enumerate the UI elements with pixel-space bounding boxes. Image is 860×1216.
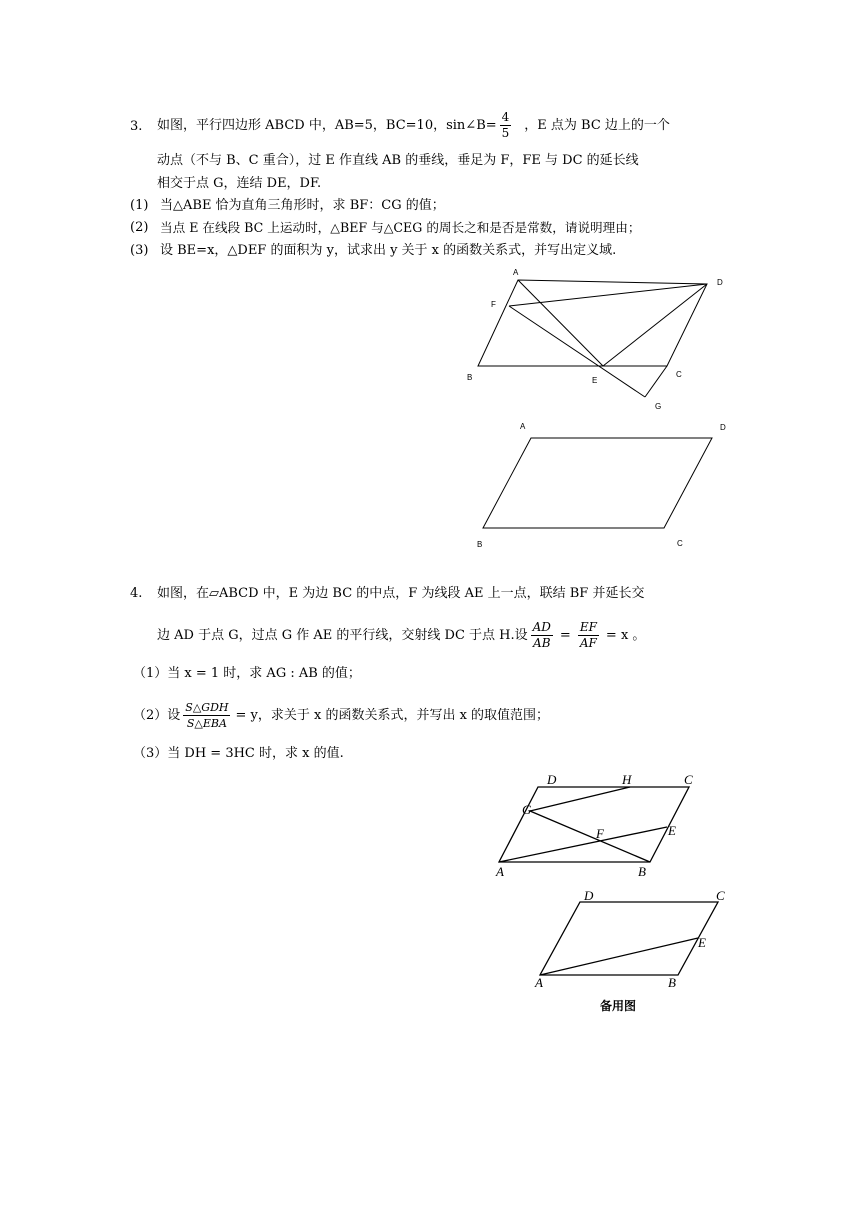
segment-fg [509,306,645,397]
segment-ae-spare [540,938,698,975]
problem3-line1-post: ，E 点为 BC 边上的一个 [524,118,670,133]
segment-cg [645,366,667,397]
parallelogram-abcd-4-spare [540,902,718,975]
segment-df [509,284,707,306]
segment-ae [518,280,603,366]
problem4-line2 [157,618,645,654]
problem3-q3-number: (3) [130,243,149,258]
problem4-q2-post: = y，求关于 x 的函数关系式，并写出 x 的取值范围； [235,708,550,723]
problem3-q1: 当△ABE 恰为直角三角形时，求 BF：CG 的值； [160,198,445,213]
ratio-ad-ab [531,620,553,651]
parallelogram-abcd [478,280,707,366]
problem4-line2-post: = x 。 [605,628,646,643]
segment-ae-4 [499,827,667,862]
problem4-q2-pre: （2）设 [133,708,181,723]
problem3-line1 [157,108,670,144]
area-ratio-denominator: S△EBA [186,717,227,730]
problem3-q2: 当点 E 在线段 BC 上运动时，△BEF 与△CEG 的周长之和是否是常数，请说明理由； [160,220,641,235]
area-ratio-numerator: S△GDH [185,701,229,714]
problem4-q1: （1）当 x = 1 时，求 AG : AB 的值； [133,666,361,681]
problem4-q3: （3）当 DH = 3HC 时，求 x 的值. [133,746,344,761]
problem3-q2-number: (2) [130,220,149,235]
ratio-ef-af-numerator: EF [579,620,597,634]
segment-gb [530,811,650,862]
problem4-number: 4. [130,586,143,601]
problem3-figure-main [460,262,740,417]
ratio-ef-af [578,620,599,651]
problem3-line3: 相交于点 G，连结 DE，DF. [157,176,322,191]
parallelogram-abcd-spare [483,438,712,528]
fig2-label-b: B [477,540,483,549]
fig3-label-b: B [638,864,646,879]
problem3-line1-pre: 如图，平行四边形 ABCD 中，AB=5，BC=10，sin∠B= [157,118,497,133]
fig4-label-e: E [698,935,706,950]
fig1-label-d: D [717,278,723,287]
equals-sign: = [559,628,571,643]
fig1-label-b: B [467,373,473,382]
fig3-label-h: H [622,772,632,787]
segment-de [603,284,707,366]
fig2-label-a: A [520,422,526,431]
ratio-ef-af-denominator: AF [579,636,597,650]
problem3-q3: 设 BE=x，△DEF 的面积为 y，试求出 y 关于 x 的函数关系式，并写出定义域. [160,243,617,258]
fig4-label-d: D [584,888,594,903]
fig3-label-d: D [547,772,557,787]
fig3-label-c: C [684,772,693,787]
fig4-label-c: C [716,888,725,903]
fig1-label-f: F [491,300,496,309]
fig1-label-e: E [592,376,598,385]
sin-fraction-numerator: 4 [501,110,510,124]
problem3-line2: 动点（不与 B、C 重合），过 E 作直线 AB 的垂线，垂足为 F，FE 与 DC 的延长线 [157,153,639,168]
fig2-label-c: C [677,539,683,548]
parallelogram-abcd-4 [499,787,689,862]
ratio-ad-ab-denominator: AB [533,636,551,650]
problem4-line1: 如图，在▱ABCD 中，E 为边 BC 的中点，F 为线段 AE 上一点，联结 BF 并延长交 [157,586,645,601]
problem3-number: 3. [130,119,143,134]
fig1-label-a: A [513,268,519,277]
fig2-label-d: D [720,423,726,432]
problem4-line2-pre: 边 AD 于点 G，过点 G 作 AE 的平行线，交射线 DC 于点 H.设 [157,628,528,643]
fig4-label-a: A [535,975,543,990]
sin-fraction [500,110,512,141]
problem3-figure-spare [470,430,720,540]
problem4-q2 [133,698,549,734]
fig3-label-f: F [596,826,604,841]
fig3-label-e: E [668,823,676,838]
ratio-ad-ab-numerator: AD [532,620,551,634]
fig3-label-a: A [496,864,504,879]
fig4-label-b: B [668,975,676,990]
spare-figure-caption: 备用图 [600,999,637,1013]
fig1-label-c: C [676,370,682,379]
sin-fraction-denominator: 5 [501,126,510,140]
segment-gh [530,787,630,811]
fig1-label-g: G [655,402,662,411]
area-ratio-fraction [183,700,230,731]
fig3-label-g: G [522,802,532,817]
problem3-q1-number: (1) [130,198,149,213]
